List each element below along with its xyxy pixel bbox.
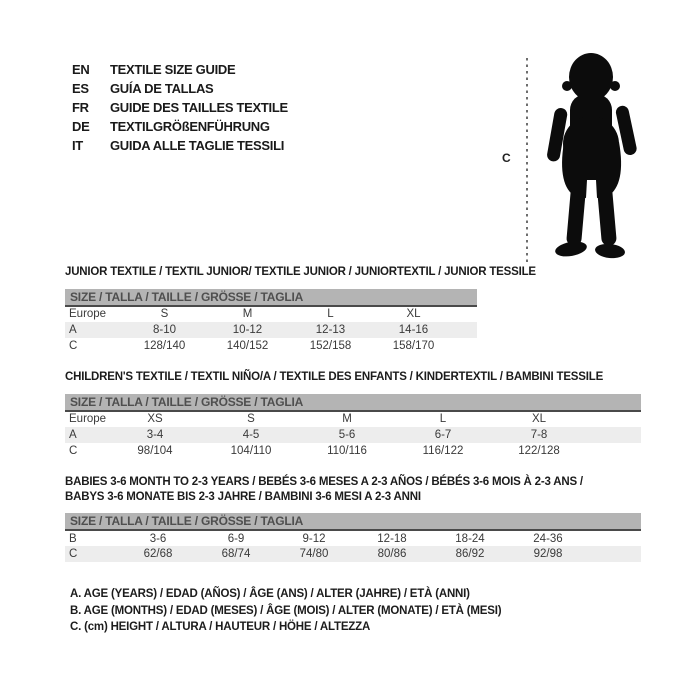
language-row (72, 60, 288, 79)
table-row (65, 530, 641, 546)
height-dotted-line (526, 58, 528, 262)
table-row (65, 427, 641, 443)
cell-value: 110/116 (327, 444, 367, 457)
cell-value: 8-10 (152, 323, 177, 336)
language-code: ES (72, 81, 89, 96)
cell-value: 140/152 (226, 339, 269, 352)
cell-value: 92/98 (533, 548, 563, 560)
cell-value: 62/68 (143, 548, 173, 560)
language-label: GUIDA ALLE TAGLIE TESSILI (110, 138, 285, 153)
table-row (65, 322, 477, 338)
row-label: B (69, 532, 77, 545)
row-label: A (69, 428, 77, 441)
row-label: C (69, 548, 78, 560)
table-title-line: CHILDREN'S TEXTILE / TEXTIL NIÑO/A / TEXTILE DES ENFANTS / KINDERTEXTIL / BAMBINI TESSILE (65, 371, 604, 383)
table-section (65, 475, 641, 562)
row-label: Europe (69, 308, 107, 320)
size-header-bar: SIZE / TALLA / TAILLE / GRÖSSE / TAGLIA (65, 513, 641, 530)
language-label: TEXTILGRÖßENFÜHRUNG (110, 119, 270, 134)
height-marker-label: C (502, 151, 511, 165)
filler-cell (587, 427, 641, 443)
row-label: C (69, 339, 78, 352)
table-row (65, 338, 477, 354)
cell-value: 86/92 (455, 548, 485, 560)
filler-cell (587, 530, 641, 546)
cell-value: 122/128 (518, 444, 560, 457)
note-line: B. AGE (MONTHS) / EDAD (MESES) / ÂGE (MOIS) / ALTER (MONATE) / ETÀ (MESI) (70, 604, 502, 617)
language-label: GUIDE DES TAILLES TEXTILE (110, 100, 288, 115)
cell-value: XS (147, 413, 163, 425)
size-header-bar: SIZE / TALLA / TAILLE / GRÖSSE / TAGLIA (65, 289, 477, 306)
language-row (72, 117, 288, 136)
language-row (72, 79, 288, 98)
row-label: A (69, 323, 77, 336)
table-title (65, 265, 536, 280)
cell-value: 104/110 (230, 444, 272, 457)
cell-value: 9-12 (302, 532, 326, 545)
table-title-line: BABYS 3-6 MONATE BIS 2-3 JAHRE / BAMBINI 3-6 MESI A 2-3 ANNI (65, 490, 421, 503)
cell-value: 6-7 (434, 428, 452, 441)
filler-cell (587, 443, 641, 459)
language-list (72, 60, 288, 155)
cell-value: 10-12 (232, 323, 263, 336)
note-line: C. (cm) HEIGHT / ALTURA / HAUTEUR / HÖHE / ALTEZZA (70, 621, 371, 633)
table-title (65, 475, 641, 504)
size-table (65, 394, 641, 459)
filler-cell (587, 411, 641, 427)
language-row (72, 136, 288, 155)
cell-value: S (247, 413, 255, 425)
filler-cell (587, 546, 641, 562)
size-table (65, 513, 641, 562)
language-row (72, 98, 288, 117)
cell-value: 7-8 (530, 428, 548, 441)
cell-value: 14-16 (398, 323, 429, 336)
language-code: EN (72, 62, 90, 77)
cell-value: 152/158 (309, 339, 352, 352)
table-row (65, 306, 477, 322)
filler-cell (455, 306, 477, 322)
row-label: C (69, 444, 78, 457)
cell-value: 12-13 (315, 323, 346, 336)
cell-value: L (439, 413, 447, 425)
cell-value: 158/170 (392, 339, 435, 352)
cell-value: 74/80 (299, 548, 329, 560)
table-row (65, 411, 641, 427)
note-line: A. AGE (YEARS) / EDAD (AÑOS) / ÂGE (ANS) / ALTER (JAHRE) / ETÀ (ANNI) (70, 588, 470, 600)
row-label: Europe (69, 413, 107, 425)
cell-value: 12-18 (377, 532, 407, 545)
table-title (65, 370, 641, 385)
filler-cell (455, 338, 477, 354)
cell-value: 80/86 (377, 548, 407, 560)
cell-value: L (327, 308, 334, 320)
cell-value: 116/122 (422, 444, 464, 457)
table-section (65, 370, 641, 459)
cell-value: 5-6 (338, 428, 356, 441)
cell-value: M (342, 413, 352, 425)
table-row (65, 546, 641, 562)
table-section (65, 265, 536, 354)
cell-value: 24-36 (533, 532, 563, 545)
filler-cell (455, 322, 477, 338)
cell-value: 18-24 (455, 532, 485, 545)
cell-value: 6-9 (227, 532, 245, 545)
cell-value: S (160, 308, 169, 320)
cell-value: 98/104 (137, 444, 173, 457)
language-code: IT (72, 138, 83, 153)
size-header-bar: SIZE / TALLA / TAILLE / GRÖSSE / TAGLIA (65, 394, 641, 411)
language-code: DE (72, 119, 90, 134)
language-label: GUÍA DE TALLAS (110, 81, 214, 96)
notes (70, 586, 501, 636)
cell-value: 128/140 (143, 339, 186, 352)
cell-value: XL (406, 308, 421, 320)
table-title-line: BABIES 3-6 MONTH TO 2-3 YEARS / BEBÉS 3-6 MESES A 2-3 AÑOS / BÉBÉS 3-6 MOIS À 2-3 ANS / (65, 476, 583, 488)
cell-value: 3-6 (149, 532, 167, 545)
size-table (65, 289, 477, 354)
table-title-line: JUNIOR TEXTILE / TEXTIL JUNIOR/ TEXTILE JUNIOR / JUNIORTEXTIL / JUNIOR TESSILE (65, 266, 536, 278)
baby-silhouette-image (540, 50, 646, 264)
cell-value: 4-5 (242, 428, 260, 441)
cell-value: XL (531, 413, 547, 425)
cell-value: 3-4 (146, 428, 164, 441)
language-label: TEXTILE SIZE GUIDE (110, 62, 236, 77)
language-code: FR (72, 100, 89, 115)
cell-value: 68/74 (221, 548, 251, 560)
table-row (65, 443, 641, 459)
cell-value: M (242, 308, 253, 320)
